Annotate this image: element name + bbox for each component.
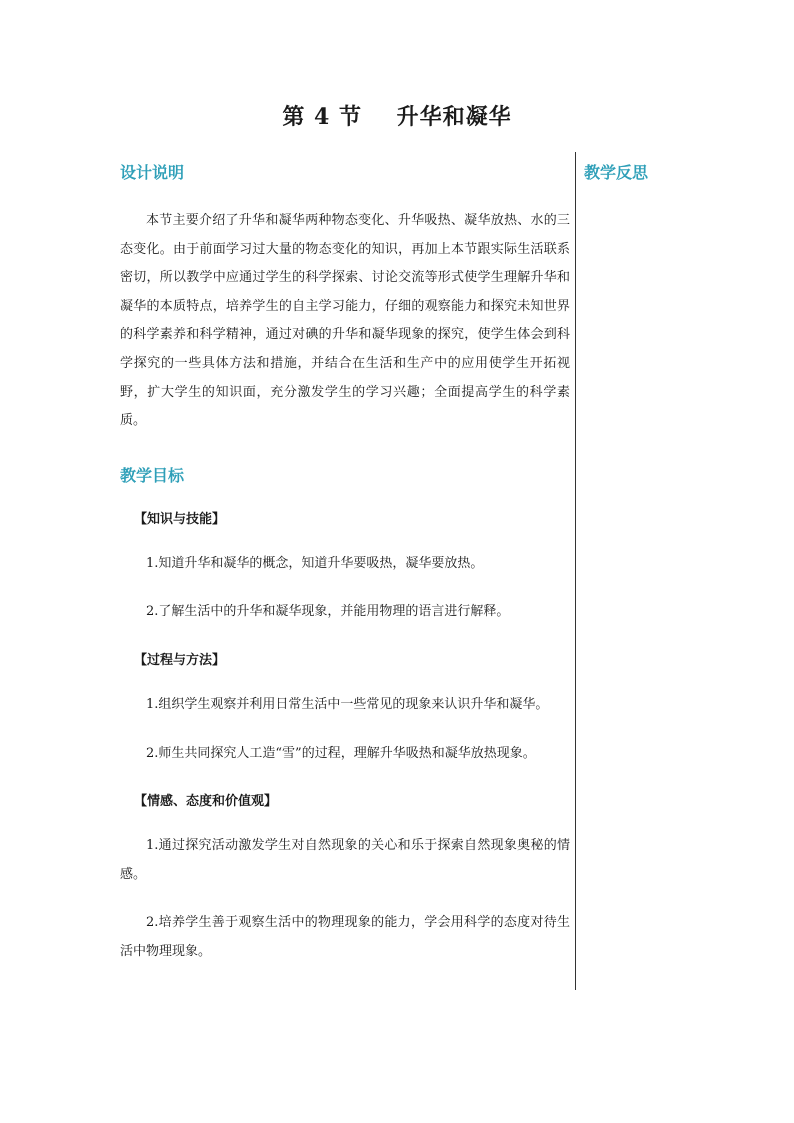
goal-group-knowledge <box>120 510 570 627</box>
goal-group-heading: 【过程与方法】 <box>134 652 226 668</box>
column-divider <box>575 152 576 990</box>
design-notes-heading: 设计说明 <box>120 163 185 182</box>
goal-item: 2.了解生活中的升华和凝华现象，并能用物理的语言进行解释。 <box>146 604 510 620</box>
goal-group-emotion <box>120 792 570 966</box>
side-column <box>584 155 734 183</box>
goal-group-process <box>120 651 570 768</box>
goal-item: 1.知道升华和凝华的概念，知道升华要吸热，凝华要放热。 <box>146 555 484 571</box>
goal-item: 1.组织学生观察并利用日常生活中一些常见的现象来认识升华和凝华。 <box>146 696 549 712</box>
teaching-reflection-heading: 教学反思 <box>584 163 649 182</box>
design-notes-paragraph: 本节主要介绍了升华和凝华两种物态变化、升华吸热、凝华放热、水的三态变化。由于前面学习过大量的物态变化的知识，再加上本节跟实际生活联系密切，所以教学中应通过学生的科学探索、讨论交流等形式使学生理解升华和凝华的本质特点，培养学生的自主学习能力，仔细的观察能力和探究未知世界的科学素养和科学精神，通过对碘的升华和凝华现象的探究，使学生体会到科学探究的一些具体方法和措施，并结合在生活和生产中的应用使学生开拓视野，扩大学生的知识面，充分激发学生的学习兴趣；全面提高学生的科学素质。 <box>120 213 570 429</box>
goal-group-heading: 【情感、态度和价值观】 <box>134 794 278 810</box>
goal-group-heading: 【知识与技能】 <box>134 511 226 527</box>
page-title: 第 4 节 升华和凝华 <box>282 104 512 130</box>
goal-item: 1.通过探究活动激发学生对自然现象的关心和乐于探索自然现象奥秘的情感。 <box>120 838 570 882</box>
main-column <box>120 155 570 967</box>
goal-item: 2.师生共同探究人工造“雪”的过程，理解升华吸热和凝华放热现象。 <box>146 745 536 761</box>
teaching-goals-heading: 教学目标 <box>120 465 185 485</box>
goal-item: 2.培养学生善于观察生活中的物理现象的能力，学会用科学的态度对待生活中物理现象。 <box>120 915 570 959</box>
